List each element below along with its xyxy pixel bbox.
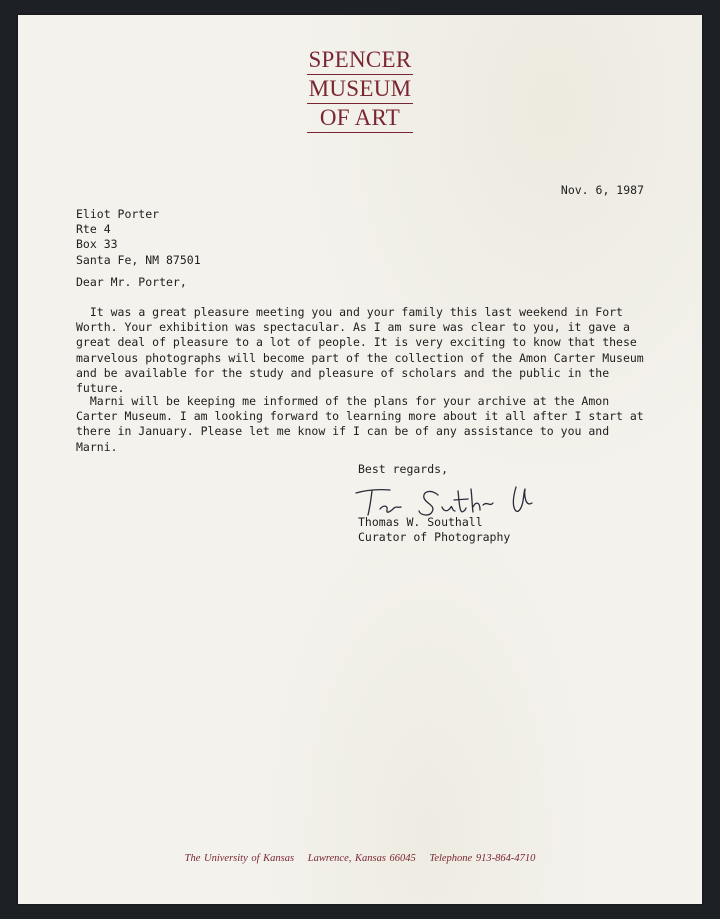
closing: Best regards, [358,462,449,476]
recipient-line: Box 33 [76,237,118,252]
logo-line-2: MUSEUM [308,76,412,101]
footer-location: Lawrence, Kansas 66045 [307,853,416,864]
body-indent [76,394,90,408]
logo-divider [307,74,412,75]
footer-university: The University of Kansas [184,853,295,864]
recipient-address [76,207,201,268]
logo-divider [307,132,412,133]
letter-page [18,15,702,904]
body-indent [76,305,90,319]
logo-divider [307,103,412,104]
body-paragraph [76,394,656,455]
recipient-line: Santa Fe, NM 87501 [76,252,201,267]
body-paragraph-text: It was a great pleasure meeting you and your family this last weekend in Fort Worth. Your exhibition was spectacular. As I am sure was clear to you, it gave a great deal of pleasure to a lot of people. It is very exciting to know that these marvelous photographs will become part of the collection of the Amon Carter Museum and be available for the study and pleasure of scholars and the public in the future. [76,305,644,396]
logo-line-1: SPENCER [308,47,412,72]
salutation: Dear Mr. Porter, [76,275,187,289]
museum-logo [18,47,702,134]
signer-block [358,515,510,545]
signer-name: Thomas W. Southall [358,515,483,529]
letterhead-footer [18,853,702,864]
logo-line-3: OF ART [319,105,401,130]
footer-telephone: Telephone 913-864-4710 [429,853,536,864]
body-paragraph [76,305,656,396]
letter-date: Nov. 6, 1987 [560,183,644,197]
signer-title: Curator of Photography [358,530,511,545]
recipient-line: Eliot Porter [76,207,160,221]
recipient-line: Rte 4 [76,222,111,237]
body-paragraph-text: Marni will be keeping me informed of the plans for your archive at the Amon Carter Museum. I am looking forward to learning more about it all after I start at there in January. Please let me know if I can be of any assistance to you and Marni. [76,394,644,454]
